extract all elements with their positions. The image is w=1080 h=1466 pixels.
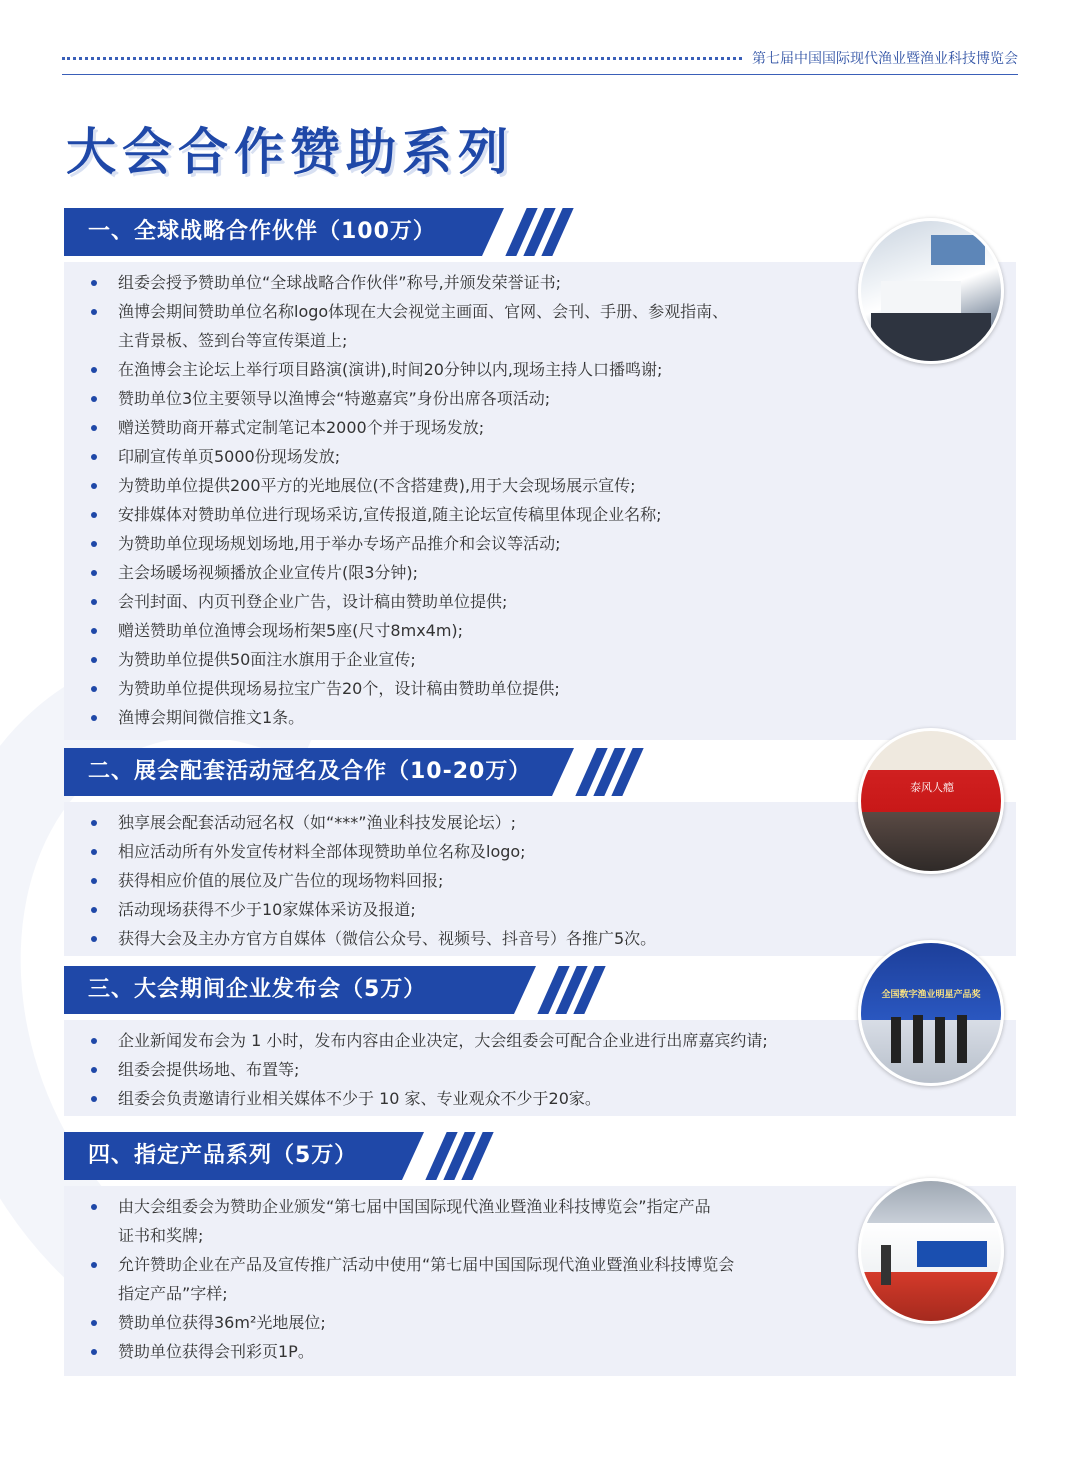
list-item-continued: 主背景板、签到台等宣传渠道上; xyxy=(118,331,348,350)
header-dotted-line xyxy=(62,57,742,60)
list-item: 赠送赞助单位渔博会现场桁架5座(尺寸8mx4m); xyxy=(64,616,1016,645)
section-heading: 一、全球战略合作伙伴（100万） xyxy=(88,219,436,244)
list-item: 为赞助单位现场规划场地,用于举办专场产品推介和会议等活动; xyxy=(64,529,1016,558)
section-heading: 三、大会期间企业发布会（5万） xyxy=(88,977,427,1002)
product-launch-photo xyxy=(858,1178,1004,1324)
list-item: 组委会提供场地、布置等; xyxy=(64,1055,1016,1084)
list-item: 在渔博会主论坛上举行项目路演(演讲),时间20分钟以内,现场主持人口播鸣谢; xyxy=(64,355,1016,384)
section-heading-bar xyxy=(64,1132,484,1180)
list-item: 渔博会期间赞助单位名称logo体现在大会视觉主画面、官网、会刊、手册、参观指南、 xyxy=(64,297,1016,326)
header-title: 第七届中国国际现代渔业暨渔业科技博览会 xyxy=(752,51,1018,67)
list-item: 获得相应价值的展位及广告位的现场物料回报; xyxy=(64,866,1016,895)
page-title: 大会合作赞助系列 xyxy=(66,123,514,181)
list-item: 企业新闻发布会为 1 小时，发布内容由企业决定，大会组委会可配合企业进行出席嘉宾约请; xyxy=(64,1026,1016,1055)
list-item: 安排媒体对赞助单位进行现场采访,宣传报道,随主论坛宣传稿里体现企业名称; xyxy=(64,500,1016,529)
list-item: 独享展会配套活动冠名权（如“***”渔业科技发展论坛）; xyxy=(64,808,1016,837)
list-item: 为赞助单位提供现场易拉宝广告20个，设计稿由赞助单位提供; xyxy=(64,674,1016,703)
list-item: 获得大会及主办方官方自媒体（微信公众号、视频号、抖音号）各推广5次。 xyxy=(64,924,1016,953)
list-item: 印刷宣传单页5000份现场发放; xyxy=(64,442,1016,471)
banquet-event-photo xyxy=(858,728,1004,874)
header-divider xyxy=(62,74,1018,75)
section-heading: 四、指定产品系列（5万） xyxy=(88,1143,358,1168)
list-item: 赞助单位获得会刊彩页1P。 xyxy=(64,1337,1016,1366)
list-item: 相应活动所有外发宣传材料全部体现赞助单位名称及logo; xyxy=(64,837,1016,866)
section-heading-bar xyxy=(64,208,564,256)
section-heading: 二、展会配套活动冠名及合作（10-20万） xyxy=(88,759,532,784)
list-item-continued: 证书和奖牌; xyxy=(118,1226,204,1245)
exhibition-booth-photo xyxy=(858,218,1004,364)
list-item: 赠送赞助商开幕式定制笔记本2000个并于现场发放; xyxy=(64,413,1016,442)
section-heading-bar xyxy=(64,966,594,1014)
list-item: 允许赞助企业在产品及宣传推广活动中使用“第七届中国国际现代渔业暨渔业科技博览会 xyxy=(64,1250,1016,1279)
list-item: 为赞助单位提供200平方的光地展位(不含搭建费),用于大会现场展示宣传; xyxy=(64,471,1016,500)
banner-text: 全国数字渔业明星产品奖 xyxy=(881,990,981,1000)
list-item: 赞助单位获得36m²光地展位; xyxy=(64,1308,1016,1337)
list-item: 由大会组委会为赞助企业颁发“第七届中国国际现代渔业暨渔业科技博览会”指定产品 xyxy=(64,1192,1016,1221)
list-item: 组委会授予赞助单位“全球战略合作伙伴”称号,并颁发荣誉证书; xyxy=(64,268,1016,297)
list-item: 主会场暖场视频播放企业宣传片(限3分钟); xyxy=(64,558,1016,587)
list-item: 渔博会期间微信推文1条。 xyxy=(64,703,1016,732)
list-item: 赞助单位3位主要领导以渔博会“特邀嘉宾”身份出席各项活动; xyxy=(64,384,1016,413)
banner-text: 泰风人瘾 xyxy=(910,781,954,794)
list-item: 活动现场获得不少于10家媒体采访及报道; xyxy=(64,895,1016,924)
award-ceremony-photo xyxy=(858,940,1004,1086)
list-item-continued: 指定产品”字样; xyxy=(118,1284,228,1303)
list-item: 会刊封面、内页刊登企业广告，设计稿由赞助单位提供; xyxy=(64,587,1016,616)
list-item: 组委会负责邀请行业相关媒体不少于 10 家、专业观众不少于20家。 xyxy=(64,1084,1016,1113)
section-heading-bar xyxy=(64,748,634,796)
list-item: 为赞助单位提供50面注水旗用于企业宣传; xyxy=(64,645,1016,674)
